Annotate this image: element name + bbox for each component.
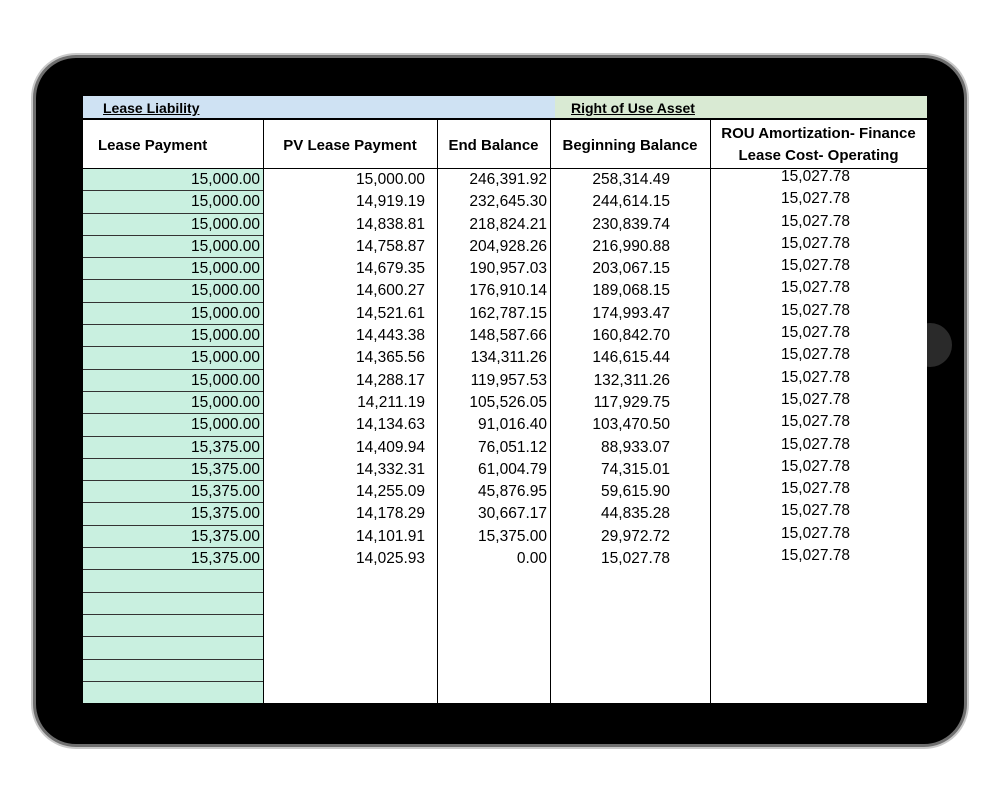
- cell-end-balance[interactable]: 190,957.03: [469, 260, 547, 278]
- cell-rou-amortization[interactable]: 15,027.78: [781, 368, 850, 386]
- cell-rou-amortization[interactable]: 15,027.78: [781, 457, 850, 475]
- cell-pv-lease-payment[interactable]: 14,101.91: [356, 527, 425, 545]
- header-rou-line2: Lease Cost- Operating: [738, 147, 899, 164]
- cell-rou-amortization[interactable]: 15,027.78: [781, 502, 850, 520]
- cell-lease-payment[interactable]: 15,000.00: [83, 303, 263, 325]
- cell-end-balance[interactable]: 246,391.92: [469, 171, 547, 188]
- section-lease-liability: [83, 96, 555, 120]
- cell-beginning-balance[interactable]: 244,614.15: [592, 193, 670, 211]
- cell-pv-lease-payment[interactable]: 14,134.63: [356, 416, 425, 434]
- empty-lease-payment-cell[interactable]: [83, 570, 263, 592]
- cell-rou-amortization[interactable]: 15,027.78: [781, 480, 850, 498]
- cell-rou-amortization[interactable]: 15,027.78: [781, 190, 850, 208]
- cell-lease-payment[interactable]: 15,000.00: [83, 370, 263, 392]
- cell-rou-amortization[interactable]: 15,027.78: [781, 346, 850, 364]
- empty-row: [83, 637, 927, 659]
- empty-lease-payment-cell[interactable]: [83, 615, 263, 637]
- empty-row: [83, 570, 927, 592]
- cell-end-balance[interactable]: 76,051.12: [478, 438, 547, 456]
- cell-pv-lease-payment[interactable]: 14,409.94: [356, 438, 425, 456]
- cell-lease-payment[interactable]: 15,375.00: [83, 548, 263, 570]
- cell-pv-lease-payment[interactable]: 15,000.00: [356, 171, 425, 188]
- cell-beginning-balance[interactable]: 146,615.44: [592, 349, 670, 367]
- cell-pv-lease-payment[interactable]: 14,679.35: [356, 260, 425, 278]
- cell-lease-payment[interactable]: 15,375.00: [83, 459, 263, 481]
- cell-beginning-balance[interactable]: 258,314.49: [592, 171, 670, 188]
- section-rou-asset-label: Right of Use Asset: [571, 100, 695, 116]
- table-row: [83, 548, 927, 570]
- cell-rou-amortization[interactable]: 15,027.78: [781, 524, 850, 542]
- cell-lease-payment[interactable]: 15,375.00: [83, 437, 263, 459]
- cell-beginning-balance[interactable]: 103,470.50: [592, 416, 670, 434]
- cell-beginning-balance[interactable]: 74,315.01: [601, 460, 670, 478]
- cell-lease-payment[interactable]: 15,000.00: [83, 280, 263, 302]
- cell-beginning-balance[interactable]: 230,839.74: [592, 215, 670, 233]
- cell-pv-lease-payment[interactable]: 14,919.19: [356, 193, 425, 211]
- cell-lease-payment[interactable]: 15,375.00: [83, 503, 263, 525]
- cell-beginning-balance[interactable]: 174,993.47: [592, 304, 670, 322]
- header-rou-amortization: [710, 122, 927, 168]
- cell-end-balance[interactable]: 30,667.17: [478, 505, 547, 523]
- empty-row: [83, 682, 927, 703]
- cell-lease-payment[interactable]: 15,000.00: [83, 392, 263, 414]
- cell-beginning-balance[interactable]: 15,027.78: [601, 550, 670, 568]
- empty-lease-payment-cell[interactable]: [83, 637, 263, 659]
- empty-row: [83, 615, 927, 637]
- spreadsheet-screen: [83, 96, 927, 703]
- cell-pv-lease-payment[interactable]: 14,838.81: [356, 215, 425, 233]
- cell-lease-payment[interactable]: 15,000.00: [83, 414, 263, 436]
- cell-end-balance[interactable]: 61,004.79: [478, 460, 547, 478]
- cell-lease-payment[interactable]: 15,000.00: [83, 214, 263, 236]
- empty-row: [83, 660, 927, 682]
- cell-pv-lease-payment[interactable]: 14,255.09: [356, 483, 425, 501]
- cell-end-balance[interactable]: 0.00: [516, 550, 547, 568]
- cell-beginning-balance[interactable]: 132,311.26: [593, 371, 670, 389]
- cell-beginning-balance[interactable]: 216,990.88: [592, 237, 670, 255]
- cell-pv-lease-payment[interactable]: 14,600.27: [356, 282, 425, 300]
- cell-pv-lease-payment[interactable]: 14,178.29: [356, 505, 425, 523]
- cell-end-balance[interactable]: 162,787.15: [469, 304, 547, 322]
- cell-end-balance[interactable]: 218,824.21: [469, 215, 547, 233]
- cell-beginning-balance[interactable]: 29,972.72: [601, 527, 670, 545]
- column-header-row: [83, 122, 927, 169]
- cell-lease-payment[interactable]: 15,000.00: [83, 258, 263, 280]
- cell-pv-lease-payment[interactable]: 14,443.38: [356, 327, 425, 345]
- header-lease-payment: Lease Payment: [98, 136, 208, 154]
- cell-rou-amortization[interactable]: 15,027.78: [781, 301, 850, 319]
- empty-row: [83, 593, 927, 615]
- cell-end-balance[interactable]: 91,016.40: [478, 416, 547, 434]
- empty-lease-payment-cell[interactable]: [83, 660, 263, 682]
- cell-beginning-balance[interactable]: 189,068.15: [592, 282, 670, 300]
- header-end-balance: End Balance: [448, 136, 539, 154]
- cell-end-balance[interactable]: 15,375.00: [478, 527, 547, 545]
- cell-beginning-balance[interactable]: 59,615.90: [601, 483, 670, 501]
- cell-rou-amortization[interactable]: 15,027.78: [781, 390, 850, 408]
- cell-lease-payment[interactable]: 15,375.00: [83, 481, 263, 503]
- empty-lease-payment-cell[interactable]: [83, 682, 263, 703]
- cell-end-balance[interactable]: 119,957.53: [470, 371, 547, 389]
- cell-pv-lease-payment[interactable]: 14,288.17: [356, 371, 425, 389]
- cell-pv-lease-payment[interactable]: 14,211.19: [357, 393, 425, 411]
- cell-lease-payment[interactable]: 15,000.00: [83, 236, 263, 258]
- cell-rou-amortization[interactable]: 15,027.78: [781, 435, 850, 453]
- empty-lease-payment-cell[interactable]: [83, 593, 263, 615]
- cell-beginning-balance[interactable]: 88,933.07: [601, 438, 670, 456]
- cell-rou-amortization[interactable]: 15,027.78: [781, 279, 850, 297]
- cell-rou-amortization[interactable]: 15,027.78: [781, 547, 850, 565]
- cell-pv-lease-payment[interactable]: 14,521.61: [356, 304, 425, 322]
- cell-lease-payment[interactable]: 15,000.00: [83, 191, 263, 213]
- section-rou-asset: [555, 96, 927, 120]
- cell-end-balance[interactable]: 204,928.26: [469, 237, 547, 255]
- cell-end-balance[interactable]: 45,876.95: [478, 483, 547, 501]
- header-rou-line1: ROU Amortization- Finance: [721, 125, 916, 142]
- header-beginning-balance: Beginning Balance: [562, 136, 698, 154]
- cell-end-balance[interactable]: 134,311.26: [470, 349, 547, 367]
- cell-end-balance[interactable]: 148,587.66: [469, 327, 547, 345]
- cell-rou-amortization[interactable]: 15,027.78: [781, 257, 850, 275]
- cell-end-balance[interactable]: 105,526.05: [469, 393, 547, 411]
- cell-pv-lease-payment[interactable]: 14,025.93: [356, 550, 425, 568]
- cell-beginning-balance[interactable]: 44,835.28: [601, 505, 670, 523]
- cell-lease-payment[interactable]: 15,000.00: [83, 325, 263, 347]
- cell-lease-payment[interactable]: 15,375.00: [83, 526, 263, 548]
- cell-rou-amortization[interactable]: 15,027.78: [781, 324, 850, 342]
- cell-rou-amortization[interactable]: 15,027.78: [781, 413, 850, 431]
- section-lease-liability-label: Lease Liability: [103, 100, 200, 116]
- cell-beginning-balance[interactable]: 160,842.70: [592, 327, 670, 345]
- cell-rou-amortization[interactable]: 15,027.78: [781, 234, 850, 252]
- cell-pv-lease-payment[interactable]: 14,332.31: [356, 460, 425, 478]
- cell-end-balance[interactable]: 176,910.14: [469, 282, 547, 300]
- cell-end-balance[interactable]: 232,645.30: [469, 193, 547, 211]
- cell-beginning-balance[interactable]: 117,929.75: [593, 393, 670, 411]
- cell-lease-payment[interactable]: 15,000.00: [83, 347, 263, 369]
- data-rows: [83, 169, 927, 703]
- cell-rou-amortization[interactable]: 15,027.78: [781, 168, 850, 185]
- cell-beginning-balance[interactable]: 203,067.15: [592, 260, 670, 278]
- cell-pv-lease-payment[interactable]: 14,758.87: [356, 237, 425, 255]
- cell-pv-lease-payment[interactable]: 14,365.56: [356, 349, 425, 367]
- cell-rou-amortization[interactable]: 15,027.78: [781, 212, 850, 230]
- cell-lease-payment[interactable]: 15,000.00: [83, 169, 263, 191]
- header-pv-lease-payment: PV Lease Payment: [283, 136, 417, 154]
